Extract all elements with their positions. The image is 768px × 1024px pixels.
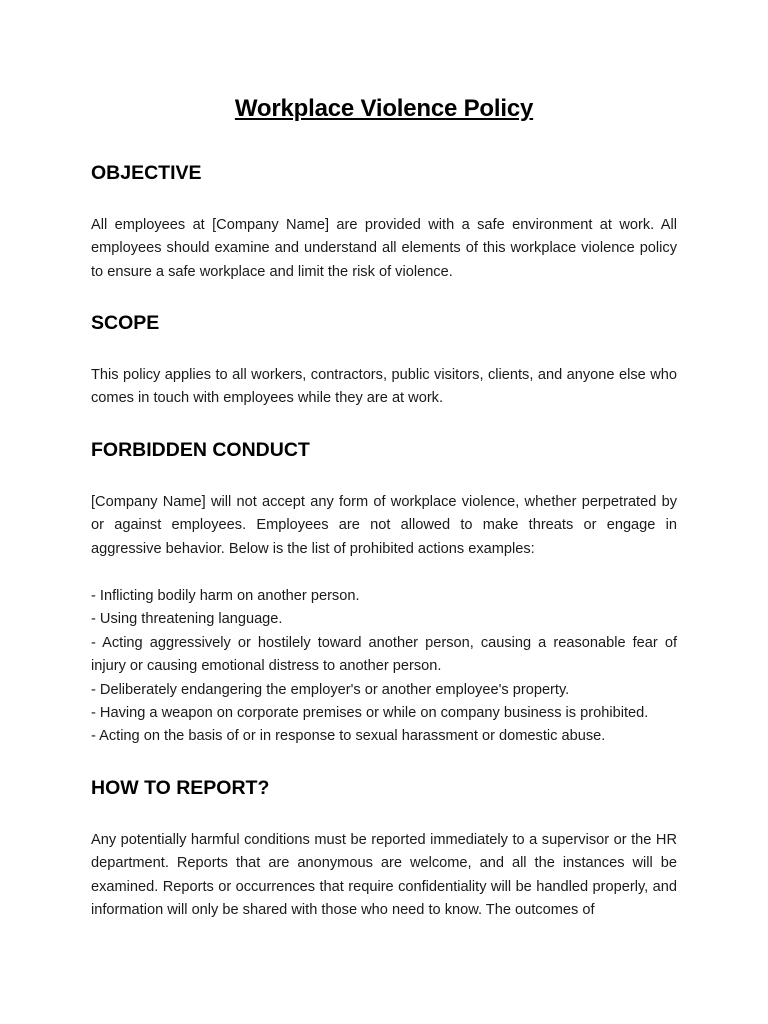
section-heading-scope: SCOPE xyxy=(91,312,160,334)
section-heading-objective: OBJECTIVE xyxy=(91,162,202,184)
section-paragraph-objective: All employees at [Company Name] are provided with a safe environment at work. All employees should examine and understand all elements of this workplace violence policy to ensure a safe workplace and limit the risk of violence. xyxy=(91,217,677,280)
list-item: - Acting on the basis of or in response to sexual harassment or domestic abuse. xyxy=(91,728,606,745)
prohibited-actions-list xyxy=(91,585,677,749)
section-paragraph-forbidden-conduct: [Company Name] will not accept any form of workplace violence, whether perpetrated by or against employees. Employees are not allowed to make threats or engage in aggressive behavior. Below is the list of prohibited actions examples: xyxy=(91,494,677,557)
list-item: - Using threatening language. xyxy=(91,611,283,628)
list-item: - Deliberately endangering the employer's or another employee's property. xyxy=(91,681,570,698)
section-heading-how-to-report: HOW TO REPORT? xyxy=(91,777,270,799)
list-item: - Having a weapon on corporate premises or while on company business is prohibited. xyxy=(91,705,649,722)
document-title: Workplace Violence Policy xyxy=(234,95,534,122)
list-item: - Acting aggressively or hostilely toward another person, causing a reasonable fear of injury or causing emotional distress to another person. xyxy=(91,634,677,675)
list-item: - Inflicting bodily harm on another person. xyxy=(91,588,360,604)
section-paragraph-scope: This policy applies to all workers, contractors, public visitors, clients, and anyone else who comes in touch with employees while they are at work. xyxy=(91,367,677,407)
section-paragraph-how-to-report: Any potentially harmful conditions must be reported immediately to a supervisor or the HR department. Reports that are anonymous are welcome, and all the instances will be examined. Reports or occurrences that require confidentiality will be handled properly, and information will only be shared with those who need to know. The outcomes of xyxy=(91,832,677,919)
section-heading-forbidden-conduct: FORBIDDEN CONDUCT xyxy=(91,439,310,461)
